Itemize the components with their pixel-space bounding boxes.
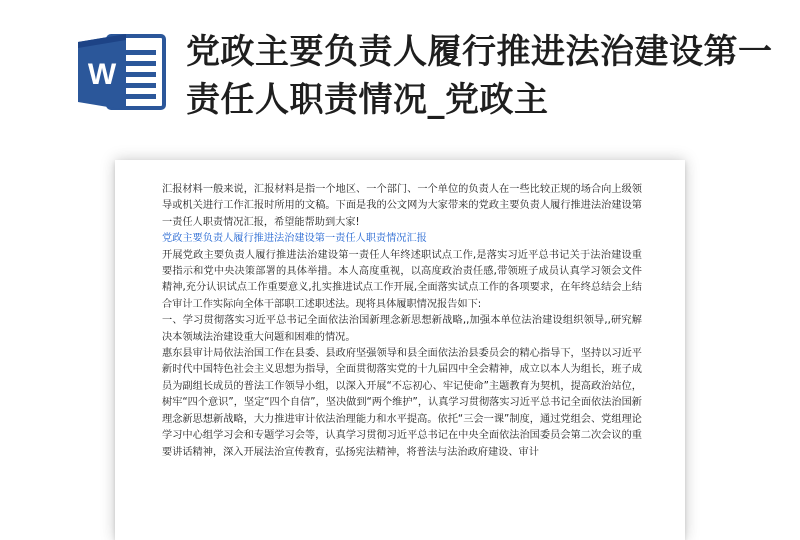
body-paragraph: 惠东县审计局依法治国工作在县委、县政府坚强领导和县全面依法治县委员会的精心指导下，坚持以习近平新时代中国特色社会主义思想为指导，全面贯彻落实党的十九届四中全会精神，成立以本人为组长，班子成员为副组长成员的普法工作领导小组，以深入开展“不忘初心、牢记使命”主题教育为契机，提高政治站位，树牢“四个意识”，坚定“四个自信”，坚决做到“两个维护”，认真学习贯彻落实习近平总书记全面依法治国新理念新思想新战略，大力推进审计依法治理能力和水平提高。依托“三会一课”制度，通过党组会、党组理论学习中心组学习会和专题学习会等，认真学习贯彻习近平总书记在中央全面依法治国委员会第二次会议的重要讲话精神，深入开展法治宣传教育，弘扬宪法精神，将普法与法治政府建设、审计 (162, 348, 642, 458)
word-icon (74, 30, 170, 114)
document-title: 党政主要负责人履行推进法治建设第一责任人职责情况_党政主 (186, 32, 773, 120)
report-title-link[interactable]: 党政主要负责人履行推进法治建设第一责任人职责情况汇报 (162, 233, 427, 245)
intro-paragraph: 汇报材料一般来说，汇报材料是指一个地区、一个部门、一个单位的负责人在一些比较正规的场合向上级领导或机关进行工作汇报时所用的文稿。下面是我的公文网为大家带来的党政主要负责人履行推进法治建设第一责任人职责情况汇报，希望能帮助到大家! (162, 184, 642, 228)
body-paragraph: 开展党政主要负责人履行推进法治建设第一责任人年终述职试点工作,是落实习近平总书记关于法治建设重要指示和党中央决策部署的具体举措。本人高度重视，以高度政治责任感,带领班子成员认真学习领会文件精神,充分认识试点工作重要意义,扎实推进试点工作开展,全面落实试点工作的各项要求，在年终总结会上结合审计工作实际向全体干部职工述职述法。现将具体履职情况报告如下: (162, 249, 642, 310)
document-page (115, 160, 685, 540)
document-body (162, 182, 642, 461)
header (0, 0, 800, 150)
section-heading: 一、学习贯彻落实习近平总书记全面依法治国新理念新思想新战略,,加强本单位法治建设组织领导,,研究解决本领域法治建设重大问题和困难的情况。 (162, 315, 642, 343)
svg-text:W: W (87, 58, 117, 91)
